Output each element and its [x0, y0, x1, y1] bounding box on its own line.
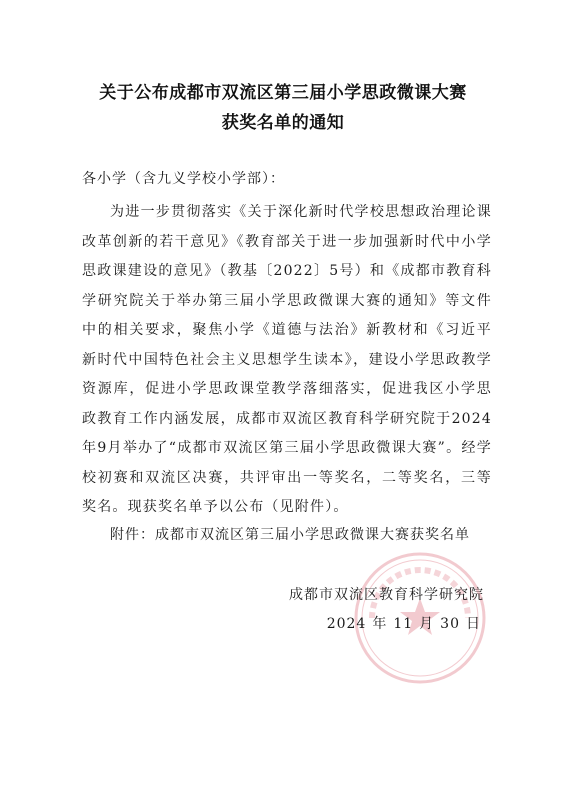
salutation: 各小学（含九义学校小学部）：	[82, 171, 285, 187]
date-day: 30	[440, 616, 460, 632]
date-day-unit: 日	[466, 616, 481, 632]
date-month-unit: 月	[419, 616, 435, 632]
notice-title-line-1: 关于公布成都市双流区第三届小学思政微课大赛	[99, 83, 467, 103]
notice-title-line-2: 获奖名单的通知	[221, 113, 345, 133]
date-year: 2024	[326, 616, 367, 632]
issue-date	[324, 613, 484, 633]
issuer-signature: 成都市双流区教育科学研究院	[289, 587, 484, 603]
date-year-unit: 年	[372, 616, 388, 632]
notice-body-paragraph: 为进一步贯彻落实《关于深化新时代学校思想政治理论课改革创新的若干意见》《教育部关于进一步加强新时代中小学思政课建设的意见》（教基〔2022〕5号）和《成都市教育科学研究院关于举办第三届小学思政微课大赛的通知》等文件中的相关要求，聚焦小学《道德与法治》新教材和《习近平新时代中国特色社会主义思想学生读本》，建设小学思政教学资源库，促进小学思政课堂教学落细落实，促进我区小学思政教育工作内涵发展，成都市双流区教育科学研究院于2024年9月举办了“成都市双流区第三届小学思政微课大赛”。经学校初赛和双流区决赛，共评审出一等奖名，二等奖名，三等奖名。现获奖名单予以公布（见附件）。	[82, 204, 492, 515]
date-month: 11	[393, 616, 414, 632]
attachment-line: 附件：成都市双流区第三届小学思政微课大赛获奖名单	[110, 527, 470, 543]
